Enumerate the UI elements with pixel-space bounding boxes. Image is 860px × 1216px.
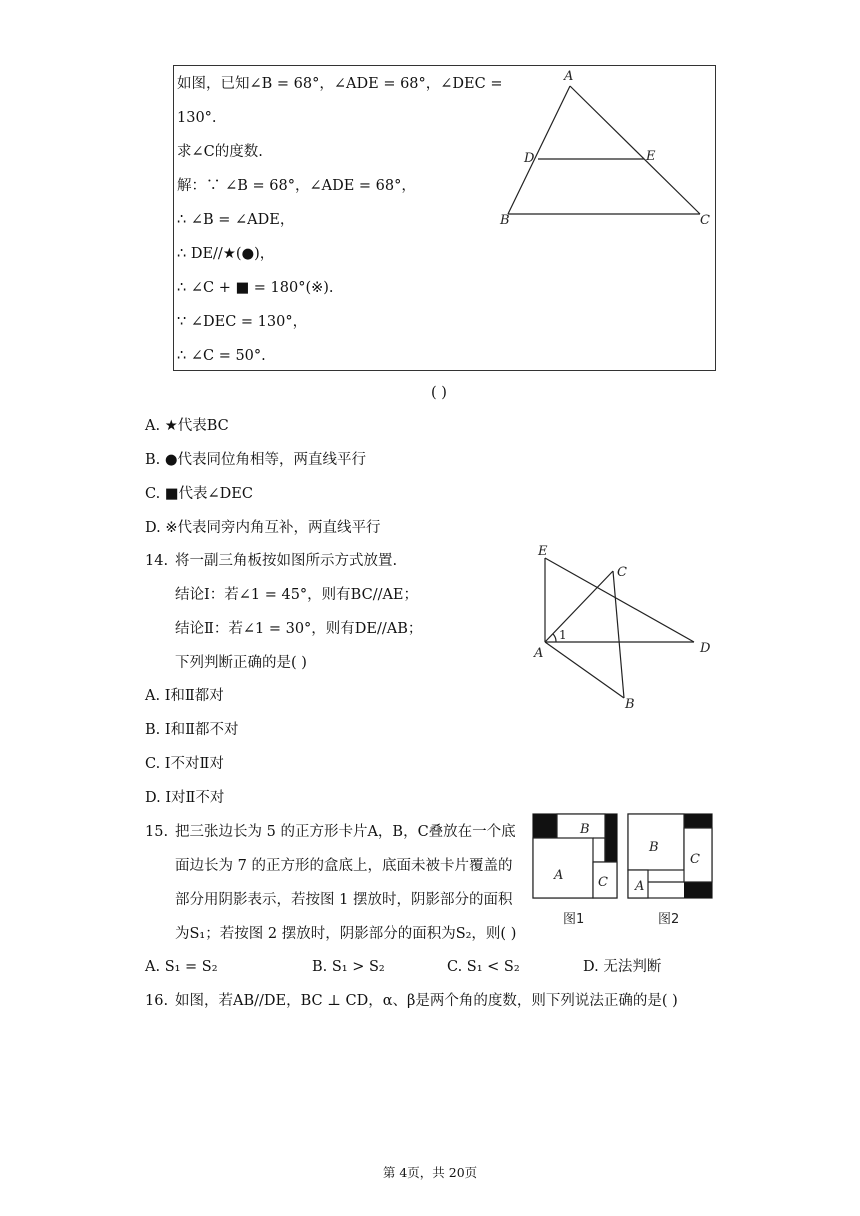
fig1-label-a: A	[554, 868, 564, 883]
set-square-figure	[528, 540, 728, 712]
q13-option-a: A. ★代表BC	[145, 418, 229, 434]
q15-option-b: B. S₁ > S₂	[312, 959, 385, 975]
proof-line-3: 求∠C的度数.	[177, 144, 263, 160]
proof-line-9: ∴ ∠C = 50°.	[177, 348, 266, 364]
label-c: C	[700, 213, 710, 228]
fig2-caption: 图2	[658, 912, 680, 927]
q13-option-b: B. ●代表同位角相等，两直线平行	[145, 452, 367, 468]
label-d: D	[524, 151, 535, 166]
proof-line-7: ∴ ∠C + ■ = 180°(※).	[177, 280, 334, 296]
label-b: B	[500, 213, 510, 228]
proof-line-8: ∵ ∠DEC = 130°，	[177, 314, 308, 330]
label-a: A	[534, 646, 544, 661]
q14-line-2: 结论Ⅰ：若∠1 = 45°，则有BC//AE；	[175, 587, 419, 603]
proof-line-5: ∴ ∠B = ∠ADE，	[177, 212, 295, 228]
q16-number: 16.	[145, 993, 169, 1009]
q15-line-4: 为S₁；若按图 2 摆放时，阴影部分的面积为S₂，则( )	[175, 926, 517, 942]
proof-line-2: 130°.	[177, 110, 217, 126]
q15-line-1: 把三张边长为 5 的正方形卡片A，B，C叠放在一个底	[175, 824, 516, 840]
triangle-ade-figure	[496, 66, 716, 236]
square-cards-figure-2	[627, 813, 717, 933]
q15-option-a: A. S₁ = S₂	[145, 959, 218, 975]
label-c: C	[617, 565, 627, 580]
fig2-label-c: C	[690, 852, 700, 867]
q14-line-1: 将一副三角板按如图所示方式放置.	[175, 553, 398, 569]
label-a: A	[564, 69, 574, 84]
q15-line-2: 面边长为 7 的正方形的盒底上，底面未被卡片覆盖的	[175, 858, 513, 874]
q14-number: 14.	[145, 553, 169, 569]
q16-text: 如图，若AB//DE，BC ⊥ CD，α、β是两个角的度数，则下列说法正确的是( )	[175, 993, 678, 1009]
q14-option-a: A. Ⅰ和Ⅱ都对	[145, 688, 224, 704]
fig1-caption: 图1	[563, 912, 585, 927]
q14-line-4: 下列判断正确的是( )	[175, 655, 307, 671]
q14-option-b: B. Ⅰ和Ⅱ都不对	[145, 722, 239, 738]
q14-option-c: C. Ⅰ不对Ⅱ对	[145, 756, 224, 772]
proof-line-1: 如图，已知∠B = 68°，∠ADE = 68°，∠DEC =	[177, 76, 503, 92]
label-b: B	[625, 697, 635, 712]
label-e: E	[646, 149, 656, 164]
q13-answer-paren: ( )	[431, 385, 447, 401]
q15-option-d: D. 无法判断	[583, 959, 662, 975]
q15-number: 15.	[145, 824, 169, 840]
q13-option-d: D. ※代表同旁内角互补，两直线平行	[145, 520, 381, 536]
fig2-label-a: A	[635, 879, 645, 894]
angle-1-label: 1	[559, 628, 567, 642]
fig2-label-b: B	[649, 840, 659, 855]
q14-line-3: 结论Ⅱ：若∠1 = 30°，则有DE//AB；	[175, 621, 423, 637]
q15-option-c: C. S₁ < S₂	[447, 959, 520, 975]
q15-line-3: 部分用阴影表示，若按图 1 摆放时，阴影部分的面积	[175, 892, 513, 908]
q13-option-c: C. ■代表∠DEC	[145, 486, 253, 502]
square-cards-figure-1	[532, 813, 622, 933]
page-footer: 第 4页，共 20页	[382, 1165, 478, 1180]
label-d: D	[700, 641, 711, 656]
q14-option-d: D. Ⅰ对Ⅱ不对	[145, 790, 225, 806]
label-e: E	[538, 544, 548, 559]
proof-line-6: ∴ DE//★(●)，	[177, 246, 275, 262]
fig1-label-c: C	[598, 875, 608, 890]
proof-line-4: 解：∵ ∠B = 68°，∠ADE = 68°，	[177, 178, 416, 194]
fig1-label-b: B	[580, 822, 590, 837]
